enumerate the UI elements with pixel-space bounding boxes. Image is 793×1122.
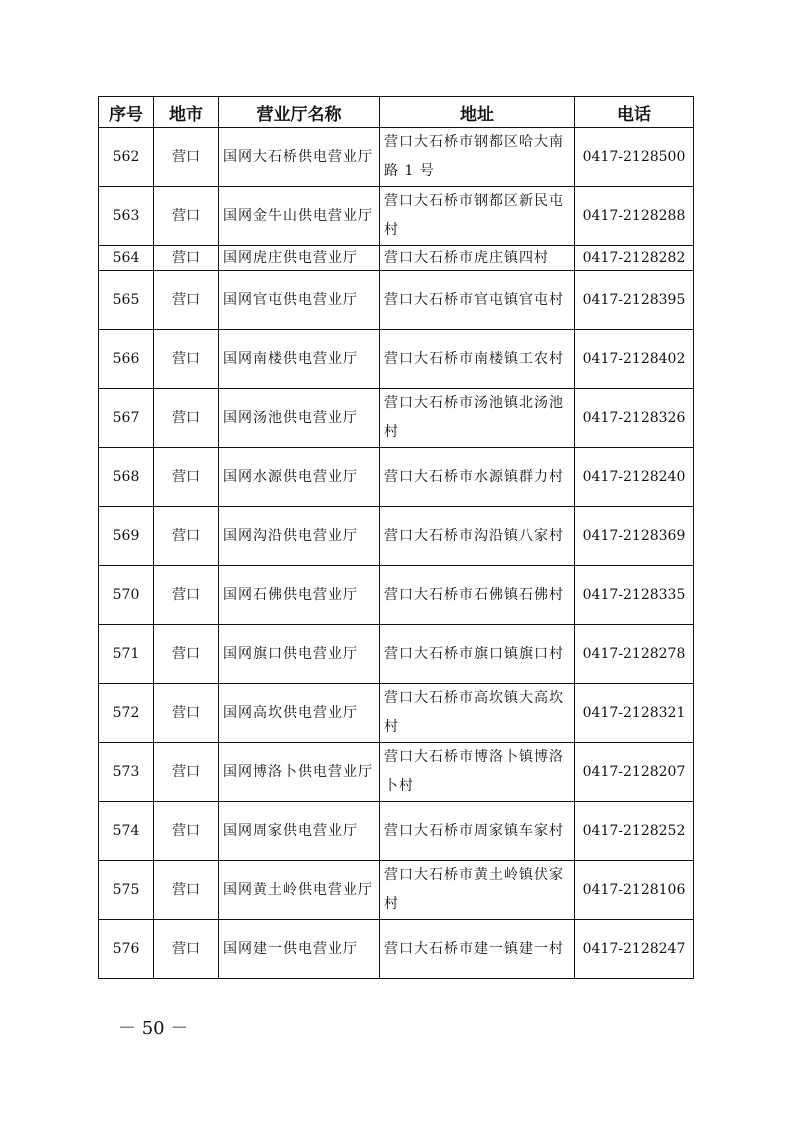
cell-city: 营口 (154, 566, 219, 625)
cell-address: 营口大石桥市高坎镇大高坎村 (380, 684, 575, 743)
cell-no: 572 (99, 684, 154, 743)
cell-name: 国网高坎供电营业厅 (219, 684, 380, 743)
cell-no: 570 (99, 566, 154, 625)
header-no: 序号 (99, 97, 154, 128)
cell-city: 营口 (154, 271, 219, 330)
cell-no: 564 (99, 246, 154, 271)
cell-phone: 0417-2128500 (575, 128, 694, 187)
cell-address: 营口大石桥市博洛卜镇博洛卜村 (380, 743, 575, 802)
cell-address: 营口大石桥市周家镇车家村 (380, 802, 575, 861)
cell-address: 营口大石桥市钢都区哈大南路 1 号 (380, 128, 575, 187)
table-row (99, 684, 694, 743)
cell-city: 营口 (154, 187, 219, 246)
cell-no: 566 (99, 330, 154, 389)
table-row (99, 566, 694, 625)
table-row (99, 507, 694, 566)
cell-name: 国网黄土岭供电营业厅 (219, 861, 380, 920)
cell-name: 国网博洛卜供电营业厅 (219, 743, 380, 802)
cell-no: 562 (99, 128, 154, 187)
cell-name: 国网虎庄供电营业厅 (219, 246, 380, 271)
cell-phone: 0417-2128252 (575, 802, 694, 861)
cell-address: 营口大石桥市汤池镇北汤池村 (380, 389, 575, 448)
cell-name: 国网大石桥供电营业厅 (219, 128, 380, 187)
cell-address: 营口大石桥市官屯镇官屯村 (380, 271, 575, 330)
cell-address: 营口大石桥市建一镇建一村 (380, 920, 575, 979)
cell-no: 569 (99, 507, 154, 566)
cell-name: 国网旗口供电营业厅 (219, 625, 380, 684)
cell-address: 营口大石桥市旗口镇旗口村 (380, 625, 575, 684)
cell-address: 营口大石桥市虎庄镇四村 (380, 246, 575, 271)
cell-phone: 0417-2128207 (575, 743, 694, 802)
cell-address: 营口大石桥市黄土岭镇伏家村 (380, 861, 575, 920)
cell-city: 营口 (154, 507, 219, 566)
cell-phone: 0417-2128395 (575, 271, 694, 330)
cell-phone: 0417-2128402 (575, 330, 694, 389)
table-row (99, 802, 694, 861)
cell-phone: 0417-2128288 (575, 187, 694, 246)
cell-address: 营口大石桥市沟沿镇八家村 (380, 507, 575, 566)
cell-city: 营口 (154, 861, 219, 920)
cell-name: 国网水源供电营业厅 (219, 448, 380, 507)
cell-name: 国网石佛供电营业厅 (219, 566, 380, 625)
cell-no: 563 (99, 187, 154, 246)
table-row (99, 389, 694, 448)
cell-city: 营口 (154, 448, 219, 507)
cell-phone: 0417-2128278 (575, 625, 694, 684)
service-hall-table (98, 96, 694, 979)
cell-name: 国网周家供电营业厅 (219, 802, 380, 861)
cell-address: 营口大石桥市石佛镇石佛村 (380, 566, 575, 625)
cell-phone: 0417-2128106 (575, 861, 694, 920)
cell-city: 营口 (154, 246, 219, 271)
cell-phone: 0417-2128282 (575, 246, 694, 271)
cell-city: 营口 (154, 920, 219, 979)
cell-no: 571 (99, 625, 154, 684)
table-row (99, 861, 694, 920)
cell-name: 国网汤池供电营业厅 (219, 389, 380, 448)
table-header-row (99, 97, 694, 128)
table-row (99, 246, 694, 271)
header-phone: 电话 (575, 97, 694, 128)
cell-phone: 0417-2128247 (575, 920, 694, 979)
cell-no: 568 (99, 448, 154, 507)
table-row (99, 187, 694, 246)
table-row (99, 920, 694, 979)
cell-phone: 0417-2128326 (575, 389, 694, 448)
cell-name: 国网官屯供电营业厅 (219, 271, 380, 330)
cell-phone: 0417-2128335 (575, 566, 694, 625)
cell-name: 国网南楼供电营业厅 (219, 330, 380, 389)
cell-city: 营口 (154, 802, 219, 861)
table-row (99, 271, 694, 330)
page-number: － 50 － (118, 1018, 189, 1039)
cell-name: 国网沟沿供电营业厅 (219, 507, 380, 566)
table-row (99, 743, 694, 802)
cell-name: 国网建一供电营业厅 (219, 920, 380, 979)
table-row (99, 128, 694, 187)
cell-no: 565 (99, 271, 154, 330)
cell-phone: 0417-2128369 (575, 507, 694, 566)
cell-city: 营口 (154, 625, 219, 684)
cell-no: 567 (99, 389, 154, 448)
header-address: 地址 (380, 97, 575, 128)
cell-city: 营口 (154, 389, 219, 448)
cell-no: 576 (99, 920, 154, 979)
header-city: 地市 (154, 97, 219, 128)
table-row (99, 330, 694, 389)
cell-address: 营口大石桥市南楼镇工农村 (380, 330, 575, 389)
cell-city: 营口 (154, 743, 219, 802)
table-row (99, 448, 694, 507)
cell-city: 营口 (154, 330, 219, 389)
cell-address: 营口大石桥市水源镇群力村 (380, 448, 575, 507)
cell-address: 营口大石桥市钢都区新民屯村 (380, 187, 575, 246)
header-name: 营业厅名称 (219, 97, 380, 128)
cell-city: 营口 (154, 128, 219, 187)
table-row (99, 625, 694, 684)
cell-phone: 0417-2128321 (575, 684, 694, 743)
cell-no: 575 (99, 861, 154, 920)
cell-name: 国网金牛山供电营业厅 (219, 187, 380, 246)
cell-city: 营口 (154, 684, 219, 743)
cell-phone: 0417-2128240 (575, 448, 694, 507)
cell-no: 574 (99, 802, 154, 861)
cell-no: 573 (99, 743, 154, 802)
